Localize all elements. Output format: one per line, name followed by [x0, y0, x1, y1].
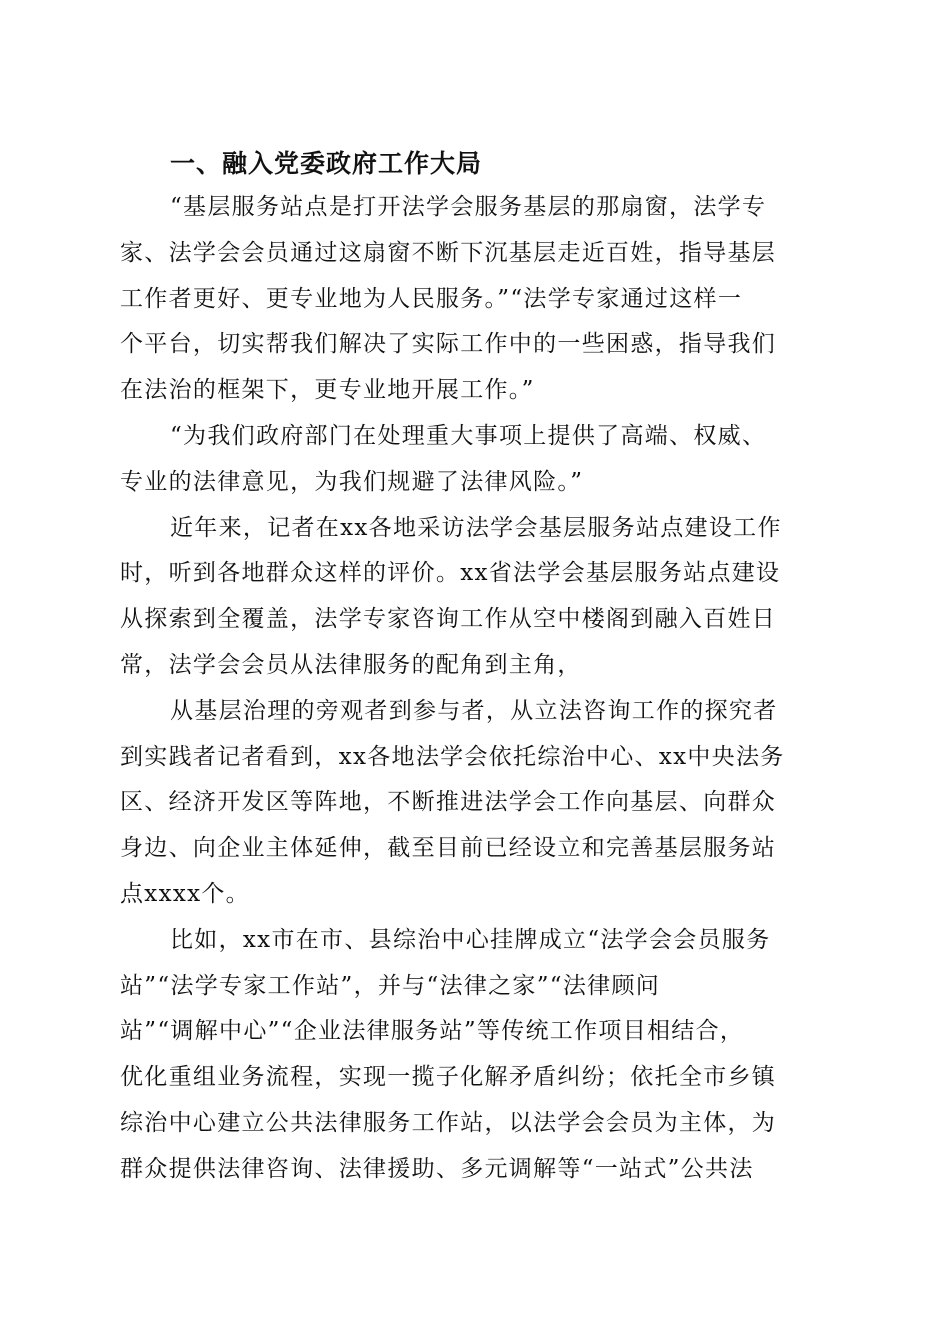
paragraph-line: 近年来，记者在xx各地采访法学会基层服务站点建设工作: [170, 514, 782, 541]
paragraph-line: 从基层治理的旁观者到参与者，从立法咨询工作的探究者: [170, 697, 778, 724]
paragraph-1: [120, 185, 832, 414]
document-page: [120, 143, 832, 1193]
paragraph-5: [120, 918, 832, 1193]
paragraph-2: [120, 414, 832, 506]
paragraph-line: 工作者更好、更专业地为人民服务。”“法学专家通过这样一: [120, 285, 743, 312]
paragraph-line: 家、法学会会员通过这扇窗不断下沉基层走近百姓，指导基层: [120, 239, 777, 266]
paragraph-line: 个平台，切实帮我们解决了实际工作中的一些困惑，指导我们: [120, 331, 777, 358]
paragraph-line: 区、经济开发区等阵地，不断推进法学会工作向基层、向群众: [120, 789, 777, 816]
paragraph-line: 优化重组业务流程，实现一揽子化解矛盾纠纷；依托全市乡镇: [120, 1064, 777, 1091]
paragraph-line: 点xxxx个。: [120, 880, 250, 907]
paragraph-line: 站”“调解中心”“企业法律服务站”等传统工作项目相结合，: [120, 1018, 745, 1045]
paragraph-line: 到实践者记者看到，xx各地法学会依托综治中心、xx中央法务: [120, 743, 785, 770]
paragraph-line: 专业的法律意见，为我们规避了法律风险。”: [120, 468, 584, 495]
paragraph-line: 在法治的框架下，更专业地开展工作。”: [120, 377, 535, 404]
paragraph-line: 时，听到各地群众这样的评价。xx省法学会基层服务站点建设: [120, 560, 781, 587]
paragraph-line: 比如，xx市在市、县综治中心挂牌成立“法学会会员服务: [170, 926, 771, 953]
paragraph-line: 身边、向企业主体延伸，截至目前已经设立和完善基层服务站: [120, 835, 777, 862]
paragraph-line: 综治中心建立公共法律服务工作站，以法学会会员为主体，为: [120, 1109, 777, 1136]
paragraph-line: 站”“法学专家工作站”，并与“法律之家”“法律顾问: [120, 972, 661, 999]
paragraph-line: 从探索到全覆盖，法学专家咨询工作从空中楼阁到融入百姓日: [120, 606, 777, 633]
paragraph-line: 群众提供法律咨询、法律援助、多元调解等“一站式”公共法: [120, 1155, 754, 1182]
paragraph-4: [120, 689, 832, 918]
paragraph-3: [120, 506, 832, 689]
section-heading: 一、融入党委政府工作大局: [170, 149, 483, 178]
paragraph-line: 常，法学会会员从法律服务的配角到主角，: [120, 651, 582, 678]
paragraph-line: “为我们政府部门在处理重大事项上提供了高端、权威、: [170, 422, 767, 449]
paragraph-line: “基层服务站点是打开法学会服务基层的那扇窗，法学专: [170, 194, 767, 220]
